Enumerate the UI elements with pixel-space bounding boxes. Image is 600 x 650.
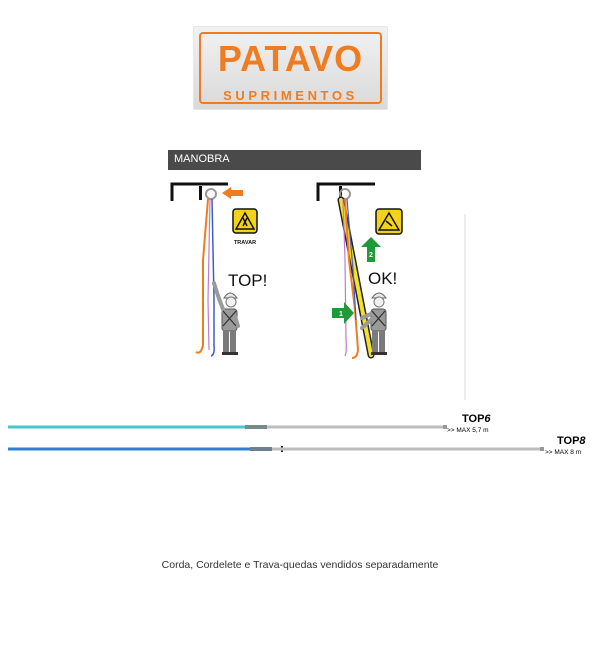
scene-ok	[318, 184, 402, 358]
rope-orange	[196, 199, 208, 353]
top8-tip	[540, 447, 544, 451]
right-arrow-icon	[332, 302, 354, 324]
up-arrow-icon	[361, 237, 381, 262]
logo-tagline: SUPRIMENTOS	[223, 88, 358, 103]
warning-sign-icon	[233, 209, 257, 233]
rope-blue	[211, 199, 214, 356]
top6-joint	[245, 425, 267, 429]
scene-travar	[172, 184, 267, 356]
logo-name: PATAVO	[217, 38, 364, 79]
step-1-label: 1	[339, 311, 343, 318]
worker-figure	[214, 283, 238, 355]
step-2-label: 2	[369, 252, 373, 259]
left-arrow-icon	[222, 187, 243, 199]
scene-status-ok: OK!	[368, 269, 398, 288]
caption-text: Corda, Cordelete e Trava-quedas vendidos separadamente	[161, 559, 439, 571]
warning-sign-icon-2	[376, 209, 402, 234]
product-top6	[8, 413, 491, 434]
top8-max: >> MAX 8 m	[545, 449, 582, 456]
section-title: MANOBRA	[174, 153, 230, 165]
top8-joint	[250, 447, 272, 451]
scene-status-top: TOP!	[228, 271, 268, 290]
anchor-ring	[206, 189, 216, 199]
top6-max: >> MAX 5,7 m	[447, 427, 489, 434]
anchor-post	[199, 186, 202, 200]
top6-name: TOP6	[462, 413, 491, 425]
top8-name: TOP8	[557, 435, 586, 447]
warning-label: TRAVAR	[233, 240, 257, 246]
rope-purple	[208, 199, 210, 350]
product-top8	[8, 435, 586, 456]
